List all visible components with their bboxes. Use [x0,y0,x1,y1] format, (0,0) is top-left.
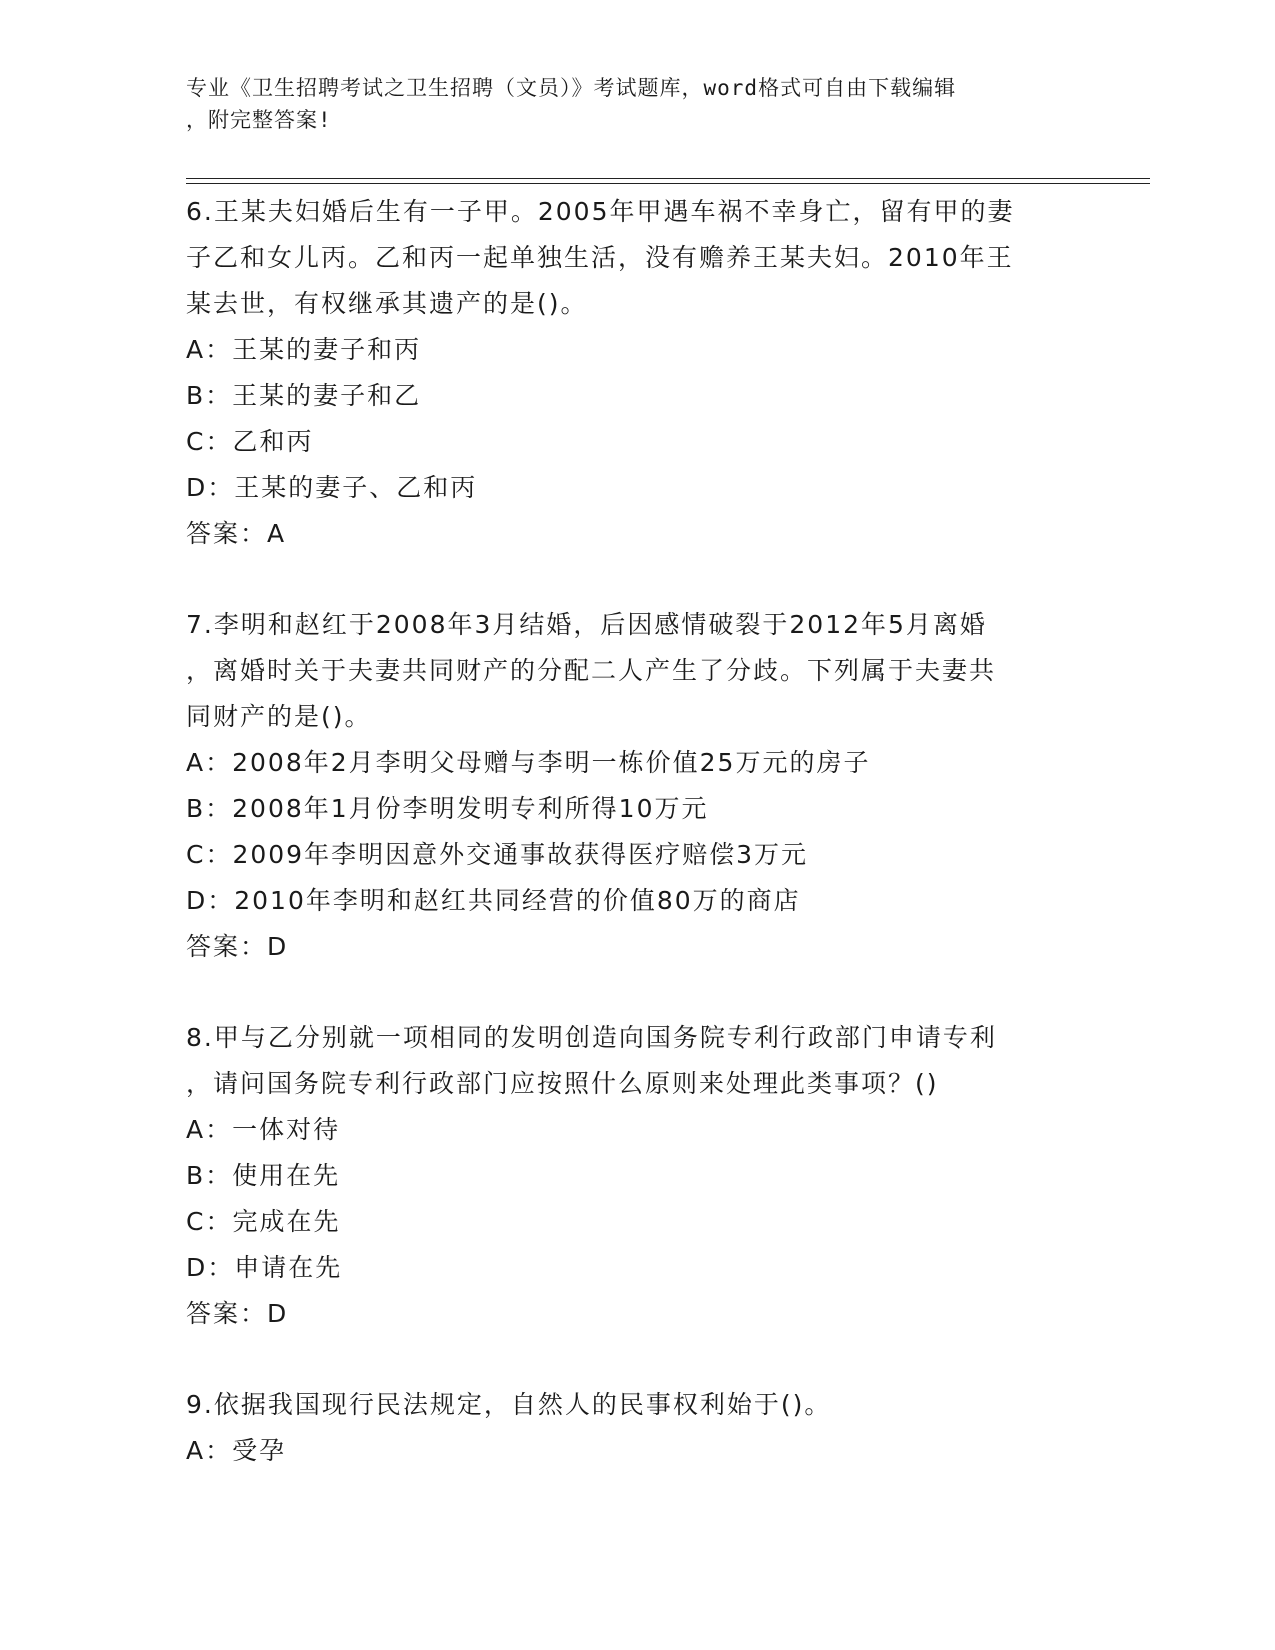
option-a: A：2008年2月李明父母赠与李明一栋价值25万元的房子 [186,748,871,777]
question-9 [186,1382,1086,1474]
header-line-1: 专业《卫生招聘考试之卫生招聘（文员）》考试题库，word格式可自由下载编辑 [186,76,957,100]
question-stem-line: 8.甲与乙分别就一项相同的发明创造向国务院专利行政部门申请专利 [186,1023,997,1052]
option-b: B：使用在先 [186,1161,341,1190]
option-d: D：申请在先 [186,1253,343,1282]
option-a: A：受孕 [186,1436,287,1465]
question-stem-line: 子乙和女儿丙。乙和丙一起单独生活，没有赡养王某夫妇。2010年王 [186,243,1014,272]
header-divider-bottom [186,183,1150,184]
question-stem-line: ，请问国务院专利行政部门应按照什么原则来处理此类事项？() [186,1069,939,1098]
spacer [186,1337,1086,1382]
question-list [186,189,1086,1474]
question-8 [186,1015,1086,1337]
spacer [186,970,1086,1015]
option-a: A：一体对待 [186,1115,341,1144]
spacer [186,557,1086,602]
option-d: D：2010年李明和赵红共同经营的价值80万的商店 [186,886,801,915]
question-7 [186,602,1086,970]
option-c: C：2009年李明因意外交通事故获得医疗赔偿3万元 [186,840,808,869]
question-6 [186,189,1086,557]
question-stem-line: 某去世，有权继承其遗产的是()。 [186,289,588,318]
header-divider-top [186,178,1150,179]
document-header [186,72,1066,136]
option-c: C：乙和丙 [186,427,314,456]
question-stem-line: 6.王某夫妇婚后生有一子甲。2005年甲遇车祸不幸身亡，留有甲的妻 [186,197,1015,226]
header-line-2: ，附完整答案! [186,108,332,132]
question-stem-line: 7.李明和赵红于2008年3月结婚，后因感情破裂于2012年5月离婚 [186,610,987,639]
question-stem-line: 同财产的是()。 [186,702,372,731]
answer-line: 答案：A [186,519,287,548]
question-stem-line: 9.依据我国现行民法规定，自然人的民事权利始于()。 [186,1390,832,1419]
option-a: A：王某的妻子和丙 [186,335,422,364]
option-b: B：王某的妻子和乙 [186,381,422,410]
option-d: D：王某的妻子、乙和丙 [186,473,478,502]
option-b: B：2008年1月份李明发明专利所得10万元 [186,794,709,823]
option-c: C：完成在先 [186,1207,341,1236]
question-stem-line: ，离婚时关于夫妻共同财产的分配二人产生了分歧。下列属于夫妻共 [186,656,997,685]
answer-line: 答案：D [186,932,289,961]
answer-line: 答案：D [186,1299,289,1328]
